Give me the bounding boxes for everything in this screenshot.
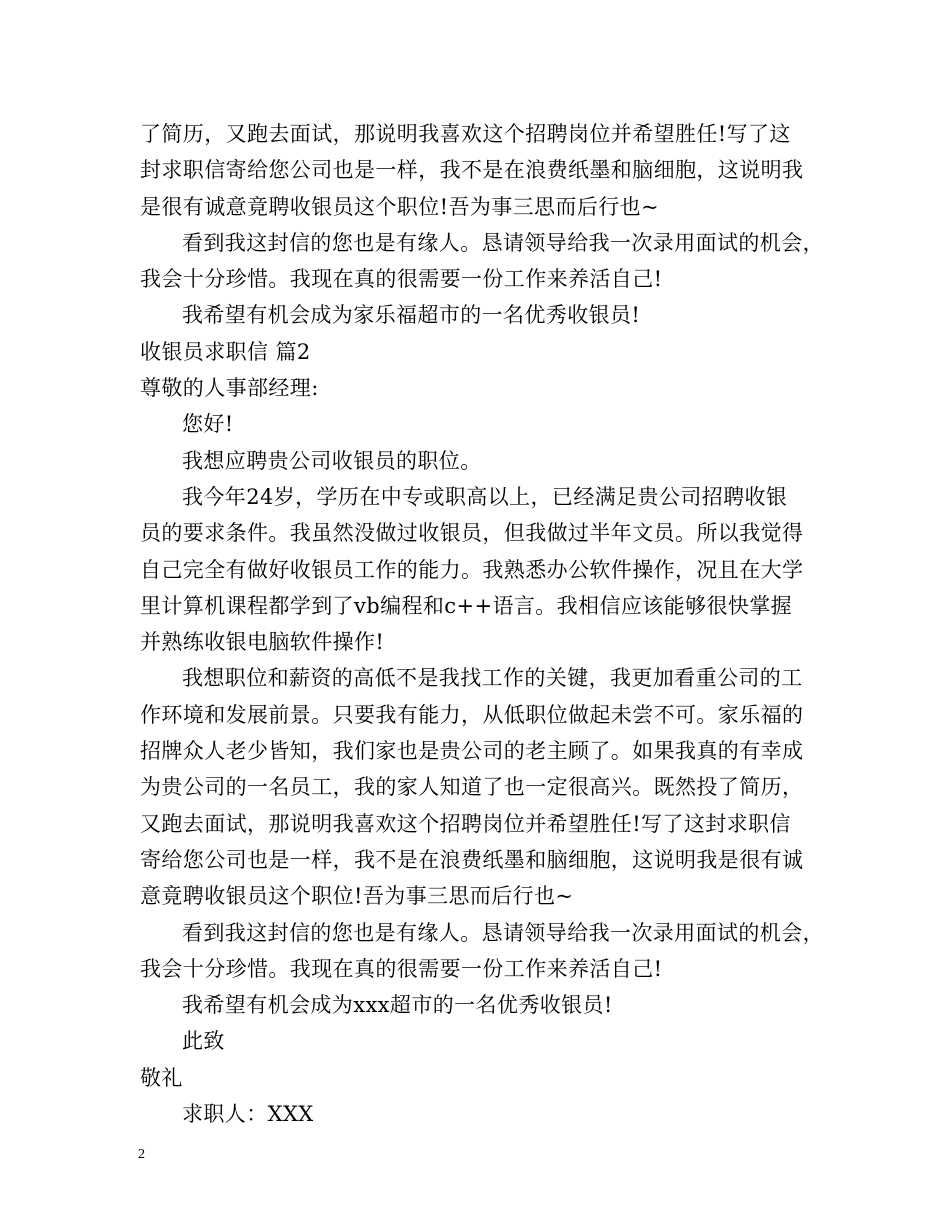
text-line: 尊敬的人事部经理: xyxy=(140,376,319,401)
text-line: 我会十分珍惜。我现在真的很需要一份工作来养活自己! xyxy=(140,956,663,981)
text-line: 我希望有机会成为家乐福超市的一名优秀收银员! xyxy=(182,303,641,328)
text-line: 我想职位和薪资的高低不是我找工作的关键，我更加看重公司的工 xyxy=(182,666,803,691)
text-line: 敬礼 xyxy=(140,1065,183,1090)
text-line: 看到我这封信的您也是有缘人。恳请领导给我一次录用面试的机会， xyxy=(182,920,824,945)
text-line: 我想应聘贵公司收银员的职位。 xyxy=(182,448,482,473)
text-line: 员的要求条件。我虽然没做过收银员，但我做过半年文员。所以我觉得 xyxy=(140,521,804,546)
text-line: 招牌众人老少皆知，我们家也是贵公司的老主顾了。如果我真的有幸成 xyxy=(140,739,804,764)
text-line: 了简历，又跑去面试，那说明我喜欢这个招聘岗位并希望胜任!写了这 xyxy=(140,122,791,146)
text-line: 意竟聘收银员这个职位!吾为事三思而后行也~ xyxy=(140,884,574,909)
text-line: 我希望有机会成为xxx超市的一名优秀收银员! xyxy=(182,993,613,1018)
text-line: 我今年24岁，学历在中专或职高以上，已经满足贵公司招聘收银 xyxy=(182,484,788,509)
text-line: 看到我这封信的您也是有缘人。恳请领导给我一次录用面试的机会， xyxy=(182,230,824,255)
text-line: 是很有诚意竟聘收银员这个职位!吾为事三思而后行也~ xyxy=(140,194,660,219)
text-line: 作环境和发展前景。只要我有能力，从低职位做起未尝不可。家乐福的 xyxy=(140,702,804,727)
text-line: 收银员求职信 篇2 xyxy=(140,339,311,364)
text-line: 封求职信寄给您公司也是一样，我不是在浪费纸墨和脑细胞，这说明我 xyxy=(140,158,804,183)
text-line: 并熟练收银电脑软件操作! xyxy=(140,630,385,655)
text-line: 为贵公司的一名员工，我的家人知道了也一定很高兴。既然投了简历， xyxy=(140,775,804,800)
text-line: 此致 xyxy=(182,1029,225,1054)
page-number: 2 xyxy=(138,1147,145,1162)
letter-body xyxy=(140,116,830,1132)
text-line: 求职人：XXX xyxy=(182,1102,314,1127)
text-line: 您好! xyxy=(182,412,234,437)
text-line: 自己完全有做好收银员工作的能力。我熟悉办公软件操作，况且在大学 xyxy=(140,557,804,582)
text-line: 又跑去面试，那说明我喜欢这个招聘岗位并希望胜任!写了这封求职信 xyxy=(140,811,791,836)
text-line: 里计算机课程都学到了vb编程和c++语言。我相信应该能够很快掌握 xyxy=(140,593,793,618)
text-line: 我会十分珍惜。我现在真的很需要一份工作来养活自己! xyxy=(140,267,663,292)
text-line: 寄给您公司也是一样，我不是在浪费纸墨和脑细胞，这说明我是很有诚 xyxy=(140,847,804,872)
